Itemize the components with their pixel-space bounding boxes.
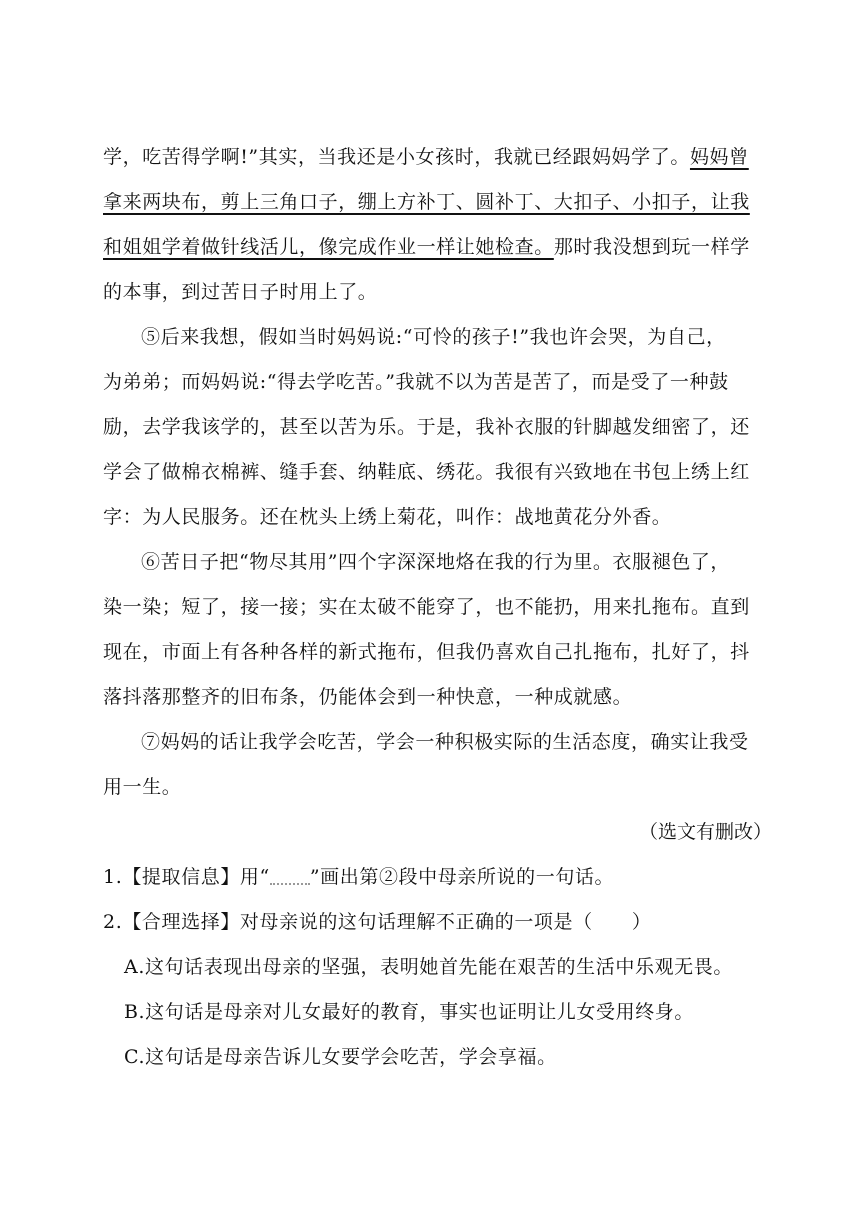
passage-line: 用一生。 bbox=[103, 776, 182, 798]
passage-line: 励，去学我该学的，甚至以苦为乐。于是，我补衣服的针脚越发细密了，还 bbox=[103, 416, 750, 438]
passage-line: 字：为人民服务。还在枕头上绣上菊花，叫作：战地黄花分外香。 bbox=[103, 506, 672, 528]
passage-text: 学，吃苦得学啊!”其实，当我还是小女孩时，我就已经跟妈妈学了。 bbox=[103, 146, 690, 168]
source-note: （选文有删改） bbox=[638, 821, 772, 843]
passage-line: 落抖落那整齐的旧布条，仍能体会到一种快意，一种成就感。 bbox=[103, 686, 633, 708]
passage-line: 现在，市面上有各种各样的新式拖布，但我仍喜欢自己扎拖布，扎好了，抖 bbox=[103, 641, 750, 663]
option-b: B.这句话是母亲对儿女最好的教育，事实也证明让儿女受用终身。 bbox=[124, 1001, 695, 1023]
question-1 bbox=[103, 863, 614, 891]
passage-line: 染一染；短了，接一接；实在太破不能穿了，也不能扔，用来扎拖布。直到 bbox=[103, 596, 750, 618]
wavy-underline-mark bbox=[270, 873, 310, 885]
passage-line: 学会了做棉衣棉裤、缝手套、纳鞋底、绣花。我很有兴致地在书包上绣上红 bbox=[103, 461, 750, 483]
passage-line: 为弟弟；而妈妈说:“得去学吃苦。”我就不以为苦是苦了，而是受了一种鼓 bbox=[103, 371, 729, 393]
underlined-sentence: 和姐姐学着做针线活儿，像完成作业一样让她检查。 bbox=[103, 236, 554, 258]
passage-line bbox=[103, 233, 750, 261]
option-c: C.这句话是母亲告诉儿女要学会吃苦，学会享福。 bbox=[124, 1046, 557, 1068]
paragraph-6-start: ⑥苦日子把“物尽其用”四个字深深地烙在我的行为里。衣服褪色了， bbox=[141, 551, 731, 573]
passage-text: 那时我没想到玩一样学 bbox=[553, 236, 750, 258]
question-text: 1.【提取信息】用“ bbox=[103, 866, 270, 888]
paragraph-7-start: ⑦妈妈的话让我学会吃苦，学会一种积极实际的生活态度，确实让我受 bbox=[141, 731, 749, 753]
underlined-sentence: 妈妈曾 bbox=[689, 146, 749, 168]
underlined-sentence: 拿来两块布，剪上三角口子，绷上方补丁、圆补丁、大扣子、小扣子，让我 bbox=[103, 191, 750, 213]
question-text: ”画出第②段中母亲所说的一句话。 bbox=[309, 866, 615, 888]
passage-line bbox=[103, 188, 750, 216]
question-2: 2.【合理选择】对母亲说的这句话理解不正确的一项是（ ） bbox=[103, 911, 652, 933]
passage-line bbox=[103, 143, 749, 171]
paragraph-5-start: ⑤后来我想，假如当时妈妈说:“可怜的孩子!”我也许会哭，为自己， bbox=[141, 326, 726, 348]
option-a: A.这句话表现出母亲的坚强，表明她首先能在艰苦的生活中乐观无畏。 bbox=[124, 956, 733, 978]
passage-line: 的本事，到过苦日子时用上了。 bbox=[103, 281, 378, 303]
